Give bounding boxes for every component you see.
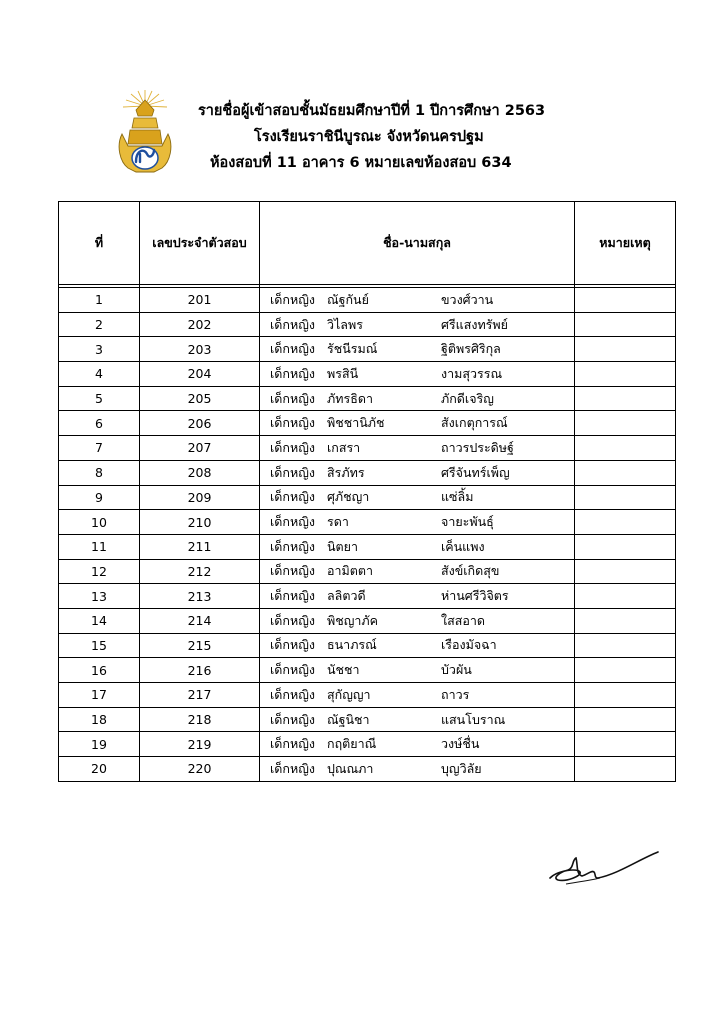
note-cell <box>575 534 676 559</box>
exam-id-cell: 218 <box>140 707 260 732</box>
name-prefix: เด็กหญิง <box>270 662 315 678</box>
first-name: พิชชานิภัช <box>327 415 385 431</box>
name-cell <box>260 559 575 584</box>
name-prefix: เด็กหญิง <box>270 291 315 307</box>
first-name: วิไลพร <box>327 316 363 332</box>
name-prefix: เด็กหญิง <box>270 538 315 554</box>
first-name: กฤติยาณี <box>327 736 377 752</box>
note-cell <box>575 337 676 362</box>
note-cell <box>575 510 676 535</box>
note-cell <box>575 312 676 337</box>
table-row <box>59 485 676 510</box>
name-prefix: เด็กหญิง <box>270 711 315 727</box>
note-cell <box>575 411 676 436</box>
name-cell <box>260 633 575 658</box>
first-name: ณัฐนิชา <box>327 711 370 727</box>
document-header <box>186 98 546 176</box>
exam-id-cell: 219 <box>140 732 260 757</box>
name-prefix: เด็กหญิง <box>270 390 315 406</box>
signature-icon <box>548 848 660 888</box>
first-name: ศุภัชญา <box>327 489 370 505</box>
table-row <box>59 707 676 732</box>
exam-id-cell: 215 <box>140 633 260 658</box>
exam-id-cell: 202 <box>140 312 260 337</box>
first-name: นิตยา <box>327 538 359 554</box>
note-cell <box>575 584 676 609</box>
header-name: ชื่อ-นามสกุล <box>260 202 575 285</box>
last-name: บุญวิลัย <box>441 760 482 776</box>
school-emblem-icon <box>114 88 176 176</box>
name-cell <box>260 707 575 732</box>
last-name: ภักดีเจริญ <box>441 390 494 406</box>
note-cell <box>575 707 676 732</box>
name-cell <box>260 658 575 683</box>
row-number-cell: 19 <box>59 732 140 757</box>
row-number-cell: 6 <box>59 411 140 436</box>
name-cell <box>260 337 575 362</box>
row-number-cell: 8 <box>59 460 140 485</box>
first-name: ธนาภรณ์ <box>327 637 377 653</box>
note-cell <box>575 288 676 313</box>
name-prefix: เด็กหญิง <box>270 760 315 776</box>
note-cell <box>575 608 676 633</box>
title-line: รายชื่อผู้เข้าสอบชั้นมัธยมศึกษาปีที่ 1 ปีการศึกษา 2563 <box>198 103 546 119</box>
row-number-cell: 7 <box>59 436 140 461</box>
name-cell <box>260 288 575 313</box>
exam-id-cell: 213 <box>140 584 260 609</box>
row-number-cell: 15 <box>59 633 140 658</box>
name-cell <box>260 386 575 411</box>
exam-id-cell: 206 <box>140 411 260 436</box>
name-prefix: เด็กหญิง <box>270 439 315 455</box>
row-number-cell: 11 <box>59 534 140 559</box>
last-name: ห่านศรีวิจิตร <box>441 588 509 604</box>
exam-id-cell: 211 <box>140 534 260 559</box>
row-number-cell: 9 <box>59 485 140 510</box>
last-name: วงษ์ชื่น <box>441 736 480 752</box>
exam-id-cell: 204 <box>140 362 260 387</box>
row-number-cell: 18 <box>59 707 140 732</box>
name-cell <box>260 732 575 757</box>
note-cell <box>575 732 676 757</box>
note-cell <box>575 633 676 658</box>
name-cell <box>260 757 575 782</box>
header-no: ที่ <box>59 202 140 285</box>
exam-id-cell: 210 <box>140 510 260 535</box>
note-cell <box>575 559 676 584</box>
table-row <box>59 510 676 535</box>
first-name: เกสรา <box>327 439 361 455</box>
last-name: จายะพันธุ์ <box>441 514 494 530</box>
table-row <box>59 312 676 337</box>
note-cell <box>575 362 676 387</box>
row-number-cell: 20 <box>59 757 140 782</box>
last-name: สังเกตุการณ์ <box>441 415 508 431</box>
last-name: แสนโบราณ <box>441 711 506 727</box>
header-note: หมายเหตุ <box>575 202 676 285</box>
first-name: พิชญาภัค <box>327 612 378 628</box>
name-prefix: เด็กหญิง <box>270 563 315 579</box>
name-cell <box>260 510 575 535</box>
note-cell <box>575 683 676 708</box>
table-row <box>59 337 676 362</box>
table-row <box>59 362 676 387</box>
first-name: สุกัญญา <box>327 686 371 702</box>
row-number-cell: 3 <box>59 337 140 362</box>
last-name: ถาวร <box>441 686 470 702</box>
exam-id-cell: 209 <box>140 485 260 510</box>
exam-id-cell: 205 <box>140 386 260 411</box>
first-name: รัชนีรมณ์ <box>327 341 378 357</box>
name-cell <box>260 362 575 387</box>
first-name: สิรภัทร <box>327 464 365 480</box>
name-cell <box>260 485 575 510</box>
row-number-cell: 13 <box>59 584 140 609</box>
last-name: บัวผัน <box>441 662 472 678</box>
row-number-cell: 2 <box>59 312 140 337</box>
note-cell <box>575 386 676 411</box>
note-cell <box>575 436 676 461</box>
last-name: เรืองมัจฉา <box>441 637 497 653</box>
row-number-cell: 4 <box>59 362 140 387</box>
name-prefix: เด็กหญิง <box>270 637 315 653</box>
table-row <box>59 288 676 313</box>
exam-id-cell: 203 <box>140 337 260 362</box>
last-name: สังข์เกิดสุข <box>441 563 500 579</box>
row-number-cell: 14 <box>59 608 140 633</box>
last-name: ใสสอาด <box>441 612 486 628</box>
exam-id-cell: 212 <box>140 559 260 584</box>
exam-id-cell: 216 <box>140 658 260 683</box>
exam-roster-table <box>58 201 676 782</box>
name-cell <box>260 436 575 461</box>
table-row <box>59 608 676 633</box>
name-prefix: เด็กหญิง <box>270 612 315 628</box>
first-name: ปุณณภา <box>327 760 374 776</box>
table-row <box>59 460 676 485</box>
header-exam-id: เลขประจำตัวสอบ <box>140 202 260 285</box>
first-name: รดา <box>327 514 349 530</box>
first-name: นัชชา <box>327 662 360 678</box>
first-name: ณัฐกันย์ <box>327 291 369 307</box>
name-cell <box>260 411 575 436</box>
table-row <box>59 411 676 436</box>
exam-id-cell: 208 <box>140 460 260 485</box>
table-row <box>59 386 676 411</box>
name-cell <box>260 584 575 609</box>
row-number-cell: 1 <box>59 288 140 313</box>
table-row <box>59 658 676 683</box>
exam-id-cell: 217 <box>140 683 260 708</box>
first-name: ลลิตวดี <box>327 588 366 604</box>
row-number-cell: 17 <box>59 683 140 708</box>
table-row <box>59 683 676 708</box>
table-row <box>59 534 676 559</box>
name-prefix: เด็กหญิง <box>270 316 315 332</box>
school-line: โรงเรียนราชินีบูรณะ จังหวัดนครปฐม <box>254 129 484 145</box>
last-name: ขวงศ์วาน <box>441 291 494 307</box>
row-number-cell: 10 <box>59 510 140 535</box>
name-cell <box>260 683 575 708</box>
table-row <box>59 757 676 782</box>
name-prefix: เด็กหญิง <box>270 415 315 431</box>
exam-id-cell: 207 <box>140 436 260 461</box>
last-name: ถาวรประดิษฐ์ <box>441 439 514 455</box>
row-number-cell: 16 <box>59 658 140 683</box>
name-prefix: เด็กหญิง <box>270 588 315 604</box>
last-name: ศรีแสงทรัพย์ <box>441 316 508 332</box>
name-cell <box>260 608 575 633</box>
name-prefix: เด็กหญิง <box>270 365 315 381</box>
first-name: ภัทรธิดา <box>327 390 373 406</box>
first-name: อามิตตา <box>327 563 374 579</box>
note-cell <box>575 460 676 485</box>
last-name: ฐิติพรศิริกุล <box>441 341 501 357</box>
name-prefix: เด็กหญิง <box>270 686 315 702</box>
table-row <box>59 633 676 658</box>
note-cell <box>575 485 676 510</box>
note-cell <box>575 658 676 683</box>
exam-id-cell: 214 <box>140 608 260 633</box>
name-cell <box>260 312 575 337</box>
row-number-cell: 5 <box>59 386 140 411</box>
exam-id-cell: 220 <box>140 757 260 782</box>
name-prefix: เด็กหญิง <box>270 341 315 357</box>
table-row <box>59 584 676 609</box>
name-cell <box>260 534 575 559</box>
last-name: งามสุวรรณ <box>441 365 503 381</box>
name-prefix: เด็กหญิง <box>270 464 315 480</box>
name-prefix: เด็กหญิง <box>270 736 315 752</box>
note-cell <box>575 757 676 782</box>
row-number-cell: 12 <box>59 559 140 584</box>
name-prefix: เด็กหญิง <box>270 514 315 530</box>
exam-id-cell: 201 <box>140 288 260 313</box>
table-row <box>59 732 676 757</box>
first-name: พรสินี <box>327 365 359 381</box>
table-row <box>59 436 676 461</box>
name-cell <box>260 460 575 485</box>
last-name: เค็นแพง <box>441 538 485 554</box>
name-prefix: เด็กหญิง <box>270 489 315 505</box>
last-name: แซ่ลิ้ม <box>441 489 474 505</box>
room-line: ห้องสอบที่ 11 อาคาร 6 หมายเลขห้องสอบ 634 <box>210 155 512 171</box>
table-row <box>59 559 676 584</box>
table-header-row <box>59 202 676 285</box>
last-name: ศรีจันทร์เพ็ญ <box>441 464 510 480</box>
